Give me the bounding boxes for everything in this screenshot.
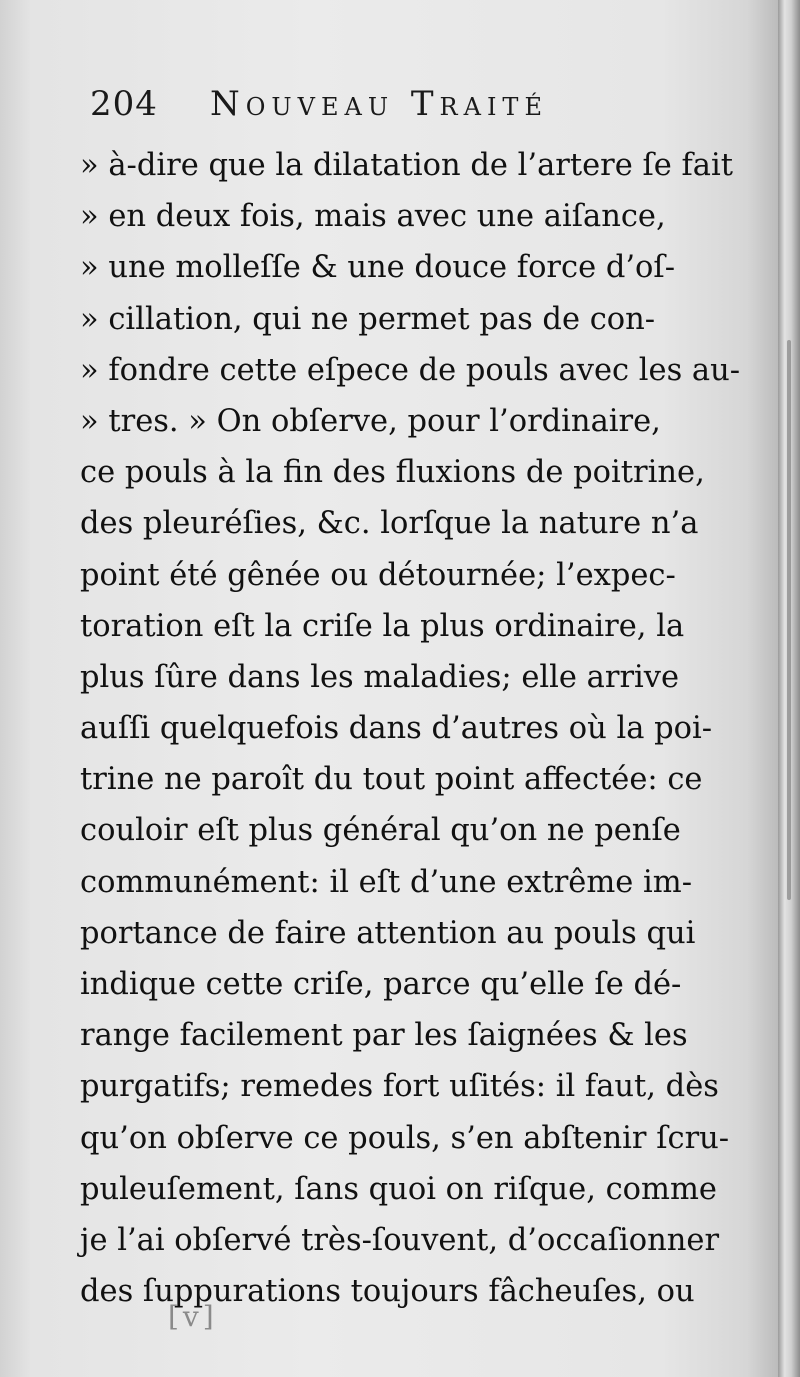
text-line: portance de faire attention au pouls qui	[80, 915, 696, 951]
text-line: couloir eſt plus général qu’on ne penſe	[80, 813, 681, 849]
text-line: auſſi quelquefois dans d’autres où la poi-	[80, 711, 713, 747]
text-line: » en deux fois, mais avec une aiſance,	[80, 199, 666, 235]
text-line: qu’on obſerve ce pouls, s’en abſtenir ſcru-	[80, 1120, 730, 1156]
text-line: trine ne paroît du tout point affectée: ce	[80, 762, 703, 798]
text-line: des ſuppurations toujours fâcheuſes, ou	[80, 1274, 695, 1310]
text-line: » une molleſſe & une douce force d’oſ-	[80, 250, 676, 286]
text-line: puleuſement, ſans quoi on riſque, comme	[80, 1171, 717, 1207]
page-header	[90, 84, 730, 134]
text-line: indique cette criſe, parce qu’elle ſe dé-	[80, 967, 682, 1002]
text-line: » cillation, qui ne permet pas de con-	[80, 301, 656, 337]
text-line: purgatifs; remedes fort uſités: il faut, dès	[80, 1069, 719, 1105]
text-line: communément: il eſt d’une extrême im-	[80, 864, 692, 900]
text-line: des pleuréſies, &c. lorſque la nature n’a	[80, 506, 699, 542]
body-text	[80, 140, 741, 1317]
text-line: » tres. » On obſerve, pour l’ordinaire,	[80, 403, 661, 439]
text-line: range facilement par les ſaignées & les	[80, 1018, 688, 1054]
text-line: point été gênée ou détournée; l’expec-	[80, 557, 676, 593]
text-line: plus ſûre dans les maladies; elle arrive	[80, 659, 680, 695]
running-title: Nouveau Traité	[210, 84, 548, 124]
text-line: » à-dire que la dilatation de l’artere ſe fait	[80, 148, 733, 183]
signature-mark: [v]	[168, 1300, 218, 1333]
text-line: je l’ai obſervé très-ſouvent, d’occaſionner	[80, 1222, 720, 1258]
page-number: 204	[90, 84, 158, 124]
text-line: ce pouls à la fin des fluxions de poitrine,	[80, 455, 705, 491]
text-line: » fondre cette eſpece de pouls avec les au-	[80, 352, 741, 388]
book-binding-edge	[778, 0, 800, 1377]
text-line: toration eſt la criſe la plus ordinaire, la	[80, 608, 685, 644]
